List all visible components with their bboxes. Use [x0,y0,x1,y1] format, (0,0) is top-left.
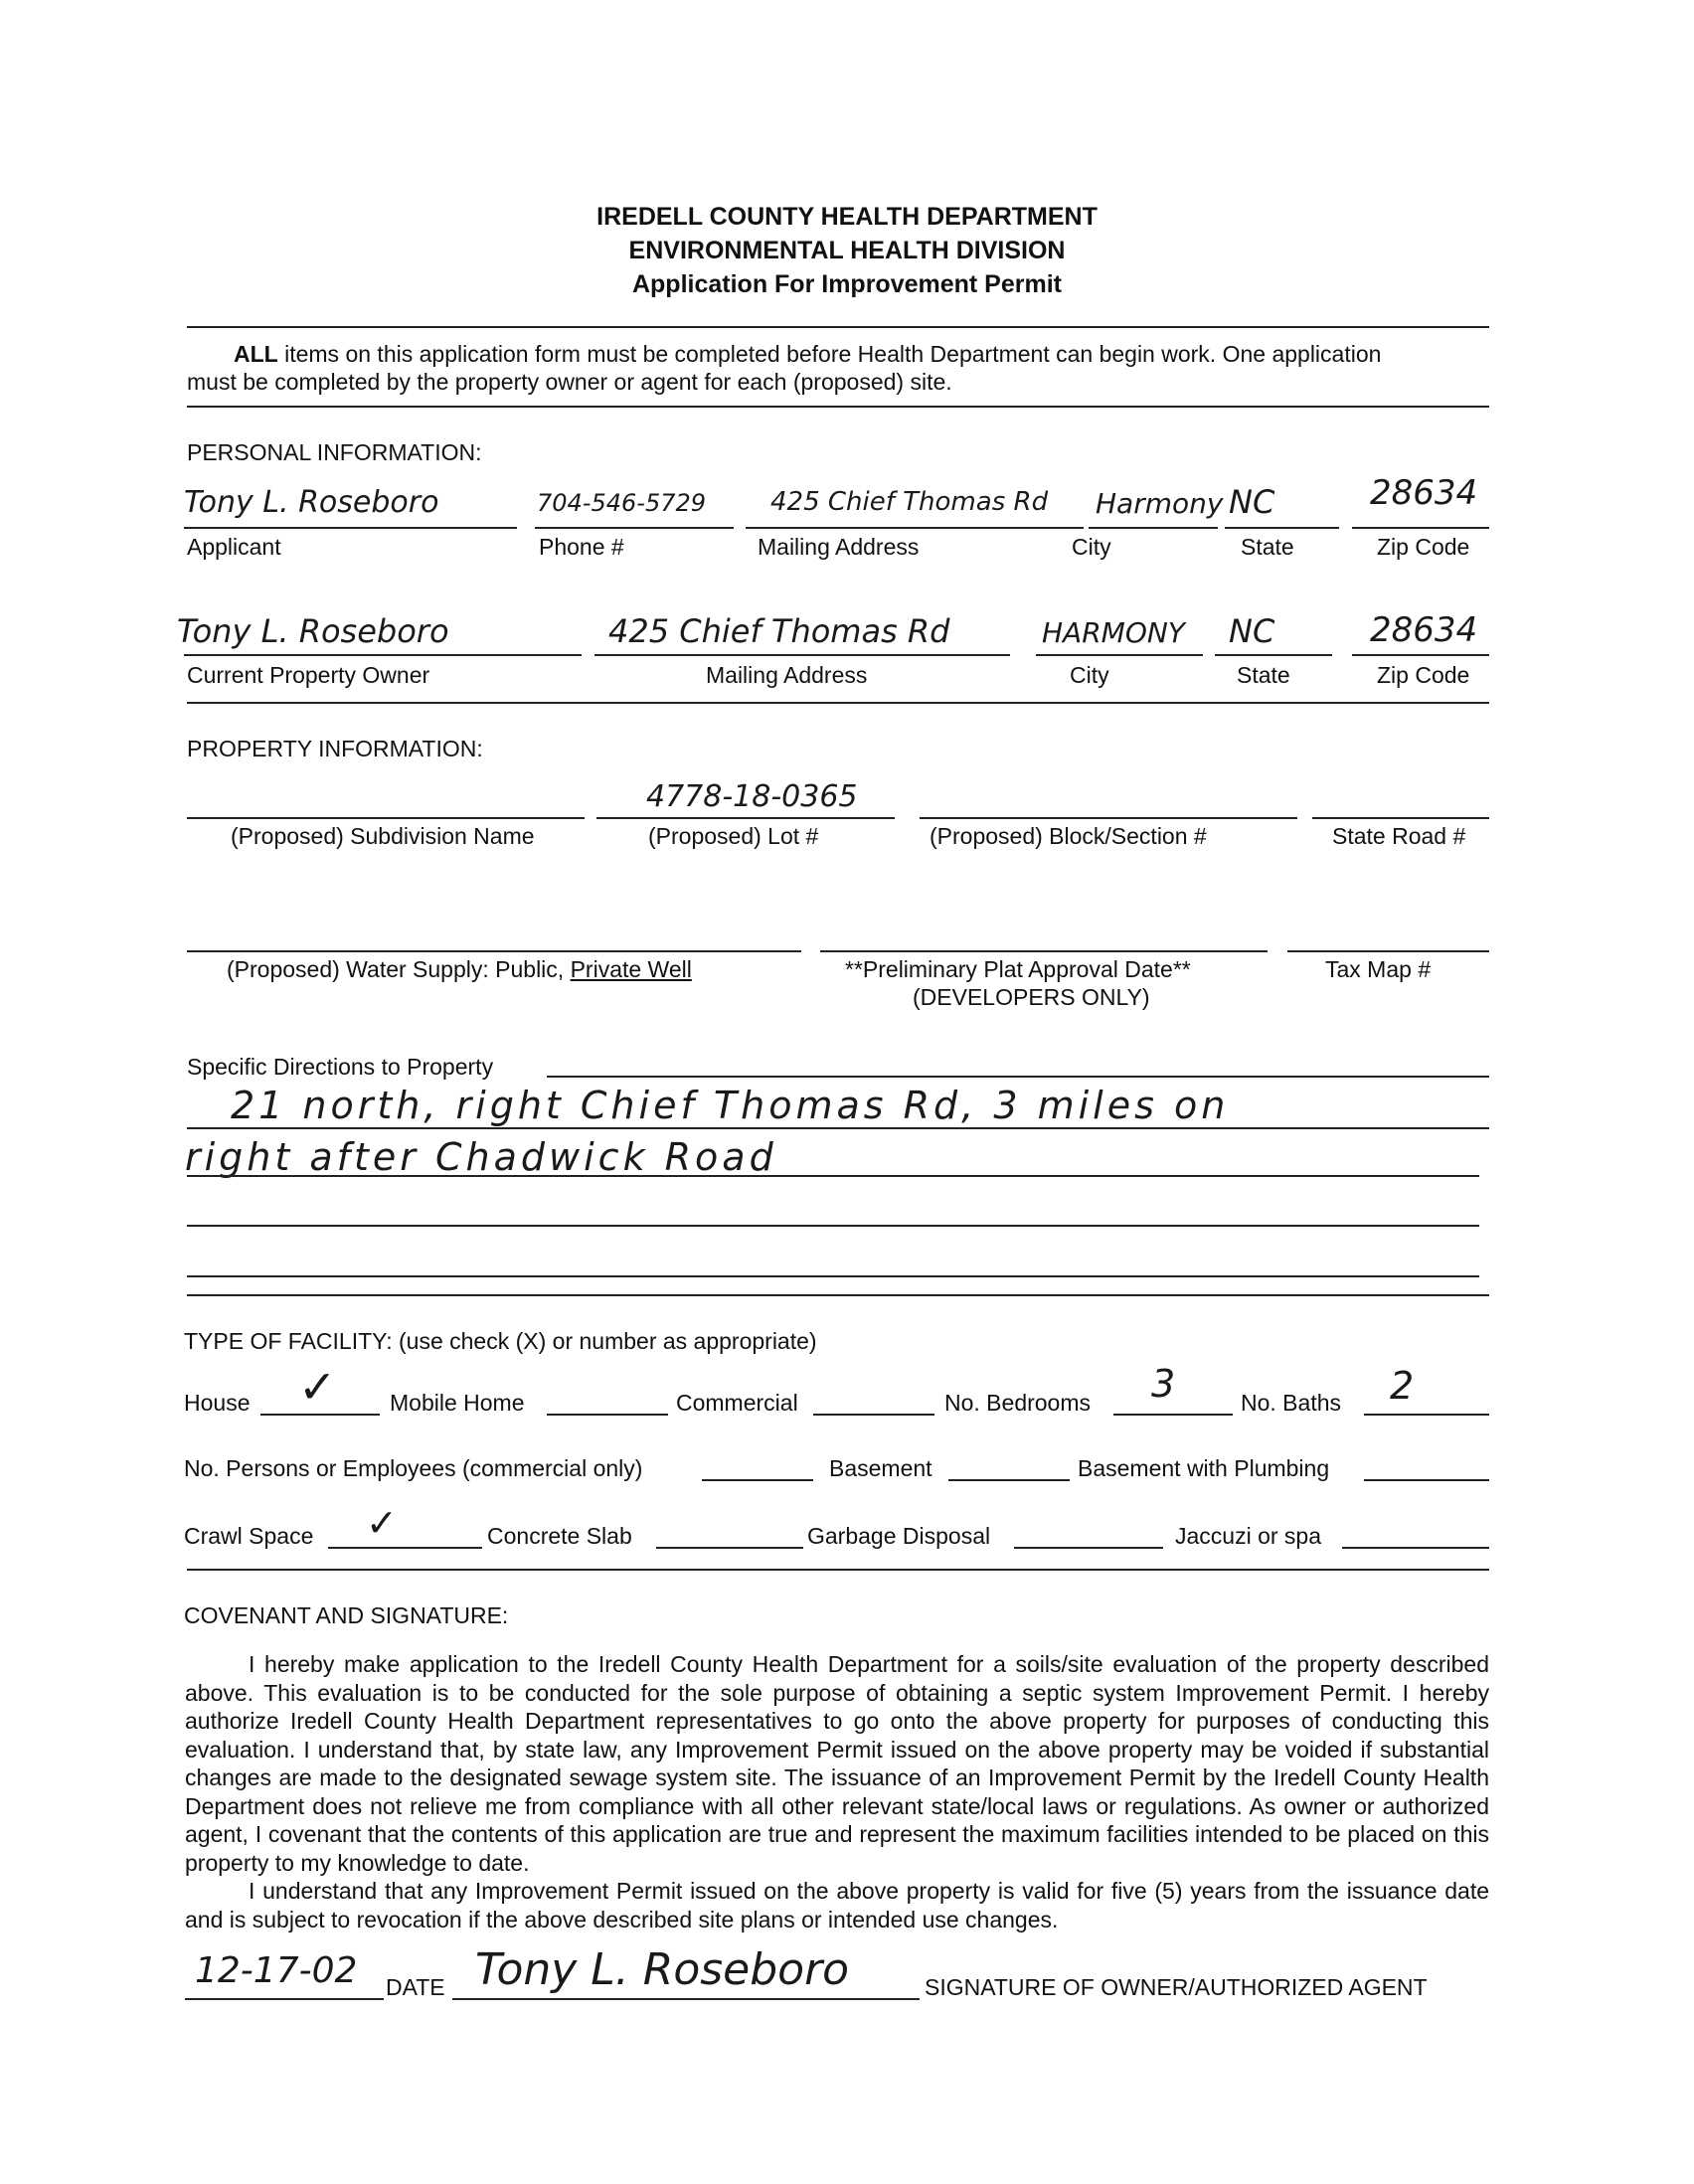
owner-line [184,654,582,656]
mailing-label: Mailing Address [758,534,920,560]
directions-line-2 [187,1175,1479,1177]
water-supply-line [187,950,801,952]
applicant-zip-value: 28634 [1370,473,1478,513]
owner-mailing-label: Mailing Address [706,662,868,688]
city-line [1089,527,1218,529]
directions-value-line2: right after Chadwick Road [185,1135,777,1179]
commercial-label: Commercial [676,1390,798,1416]
applicant-label: Applicant [187,534,281,560]
water-supply-value: Private Well [570,956,692,982]
basement-label: Basement [829,1455,932,1481]
intro-line-2: must be completed by the property owner or agent for each (proposed) site. [187,369,952,395]
applicant-state-value: NC [1229,483,1275,521]
basement-line [948,1479,1070,1481]
persons-line [702,1479,813,1481]
personal-bottom-rule [187,702,1489,704]
directions-line-1 [187,1127,1489,1129]
zip-label: Zip Code [1377,534,1470,560]
lot-line [596,817,895,819]
covenant-text [185,1650,1489,1933]
signature-value: Tony L. Roseboro [475,1944,850,1995]
persons-label: No. Persons or Employees (commercial only) [184,1455,643,1481]
basement-plumbing-label: Basement with Plumbing [1078,1455,1330,1481]
plat-date-label: **Preliminary Plat Approval Date** [845,956,1191,982]
lot-number-value: 4778-18-0365 [646,779,858,814]
owner-mailing-line [594,654,1010,656]
baths-label: No. Baths [1241,1390,1341,1416]
owner-zip-line [1352,654,1489,656]
intro-line-1: ALL items on this application form must be completed before Health Department can begin work. One application [234,341,1382,367]
intro-bottom-rule [187,406,1489,408]
directions-label: Specific Directions to Property [187,1054,494,1080]
division-title: ENVIRONMENTAL HEALTH DIVISION [628,237,1066,264]
applicant-line [184,527,517,529]
signature-line [452,1998,920,2000]
jacuzzi-label: Jaccuzi or spa [1175,1523,1322,1549]
property-info-heading: PROPERTY INFORMATION: [187,736,483,761]
owner-state-value: NC [1229,612,1275,650]
owner-mailing-value: 425 Chief Thomas Rd [608,612,950,650]
applicant-mailing-value: 425 Chief Thomas Rd [770,487,1049,517]
top-rule [187,326,1489,328]
baths-value: 2 [1390,1364,1415,1408]
state-line [1225,527,1339,529]
applicant-phone-value: 704-546-5729 [537,489,707,517]
lot-label: (Proposed) Lot # [648,823,819,849]
basement-plumbing-line [1364,1479,1489,1481]
date-label: DATE [386,1974,445,2000]
mobile-home-line [547,1414,668,1416]
bedrooms-value: 3 [1151,1362,1176,1406]
mobile-home-label: Mobile Home [390,1390,525,1416]
mailing-line [746,527,1084,529]
plat-date-sublabel: (DEVELOPERS ONLY) [913,984,1150,1010]
facility-heading: TYPE OF FACILITY: (use check (X) or number as appropriate) [184,1328,817,1354]
block-line [920,817,1297,819]
bedrooms-line [1113,1414,1233,1416]
covenant-paragraph-2: I understand that any Improvement Permit issued on the above property is valid for five (5) years from the issuance date and is subject to revocation if the above described site plans or intended use changes. [185,1878,1489,1932]
covenant-heading: COVENANT AND SIGNATURE: [184,1602,509,1628]
owner-name-value: Tony L. Roseboro [177,612,449,650]
garbage-disposal-label: Garbage Disposal [807,1523,991,1549]
directions-line-3 [187,1225,1479,1227]
house-label: House [184,1390,251,1416]
applicant-name-value: Tony L. Roseboro [184,485,439,520]
directions-value-line1: 21 north, right Chief Thomas Rd, 3 miles on [231,1084,1230,1127]
owner-city-value: HARMONY [1042,616,1185,649]
plat-date-line [820,950,1268,952]
form-title: Application For Improvement Permit [631,270,1062,298]
block-label: (Proposed) Block/Section # [930,823,1207,849]
personal-info-heading: PERSONAL INFORMATION: [187,439,482,465]
house-check-icon: ✓ [298,1360,337,1414]
owner-state-line [1215,654,1332,656]
subdivision-line [187,817,585,819]
signature-label: SIGNATURE OF OWNER/AUTHORIZED AGENT [925,1974,1428,2000]
bedrooms-label: No. Bedrooms [944,1390,1092,1416]
city-label: City [1072,534,1111,560]
tax-map-line [1287,950,1489,952]
owner-zip-value: 28634 [1370,610,1478,650]
date-value: 12-17-02 [195,1950,358,1991]
phone-label: Phone # [539,534,624,560]
baths-line [1364,1414,1489,1416]
concrete-slab-line [656,1547,803,1549]
concrete-slab-label: Concrete Slab [487,1523,632,1549]
directions-line-4 [187,1275,1479,1277]
crawl-space-check-icon: ✓ [366,1501,398,1545]
state-road-line [1312,817,1489,819]
date-line [185,1998,384,2000]
directions-line-0 [547,1076,1489,1078]
zip-line [1352,527,1489,529]
water-supply-label: (Proposed) Water Supply: Public, Private Well [227,956,692,982]
owner-city-label: City [1070,662,1109,688]
crawl-space-line [328,1547,482,1549]
tax-map-label: Tax Map # [1325,956,1432,982]
owner-zip-label: Zip Code [1377,662,1470,688]
facility-bottom-rule [187,1569,1489,1571]
house-line [260,1414,380,1416]
commercial-line [813,1414,934,1416]
owner-label: Current Property Owner [187,662,430,688]
state-label: State [1241,534,1294,560]
phone-line [535,527,734,529]
jacuzzi-line [1342,1547,1489,1549]
state-road-label: State Road # [1332,823,1466,849]
agency-title: IREDELL COUNTY HEALTH DEPARTMENT [596,203,1098,231]
subdivision-label: (Proposed) Subdivision Name [231,823,535,849]
crawl-space-label: Crawl Space [184,1523,314,1549]
applicant-city-value: Harmony [1096,487,1224,520]
covenant-paragraph-1: I hereby make application to the Iredell County Health Department for a soils/site evaluation of the property described above. This evaluation is to be conducted for the sole purpose of obtaining a septic system Improvement Permit. I hereby authorize Iredell County Health Department representatives to go onto the above property for purposes of conducting this evaluation. I understand that, by state law, any Improvement Permit issued on the above property may be voided if substantial changes are made to the designated sewage system site. The issuance of an Improvement Permit by the Iredell County Health Department does not relieve me from compliance with all other relevant state/local laws or regulations. As owner or authorized agent, I covenant that the contents of this application are true and represent the maximum facilities intended to be placed on this property to my knowledge to date. [185,1651,1489,1876]
property-bottom-rule [187,1294,1489,1296]
owner-state-label: State [1237,662,1290,688]
garbage-disposal-line [1014,1547,1163,1549]
owner-city-line [1036,654,1203,656]
